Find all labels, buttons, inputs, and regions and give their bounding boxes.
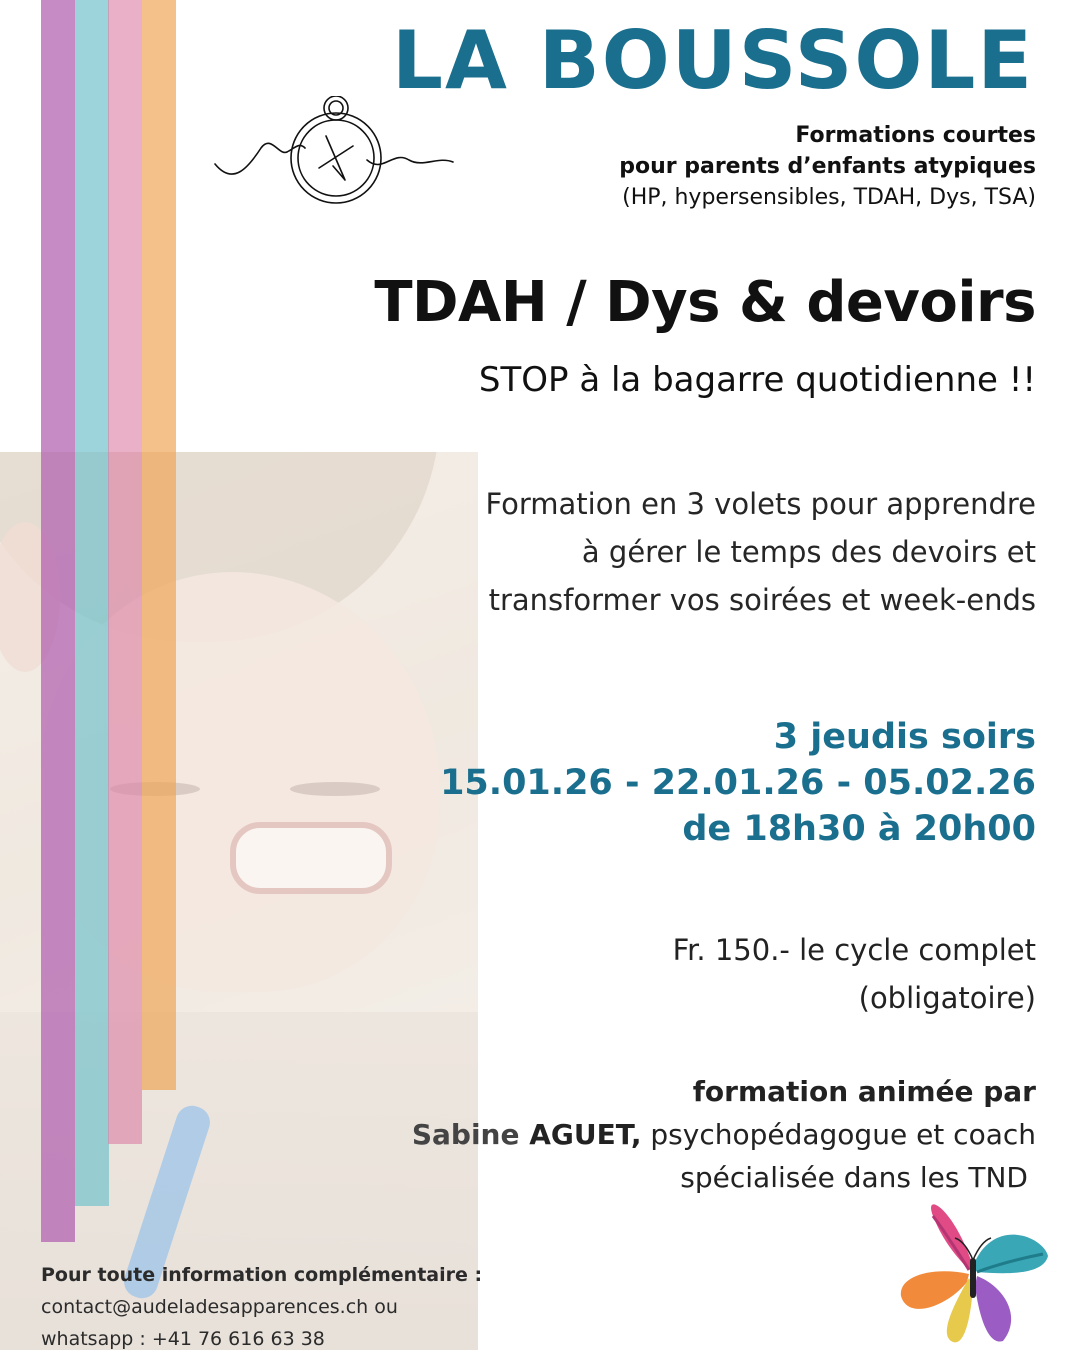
subtitle-line-3: (HP, hypersensibles, TDAH, Dys, TSA): [622, 185, 1036, 210]
stripe-pink: [108, 0, 142, 1144]
contact-lead: Pour toute information complémentaire :: [41, 1264, 483, 1286]
subtitle-line-1: Formations courtes: [795, 123, 1036, 148]
contact-info: [41, 1259, 482, 1355]
price-line-1: Fr. 150.- le cycle complet: [672, 933, 1036, 967]
headline: TDAH / Dys & devoirs: [374, 270, 1036, 335]
subtitle-line-2: pour parents d’enfants atypiques: [619, 154, 1036, 179]
compass-icon: [213, 96, 463, 216]
trainer-intro: formation animée par: [692, 1075, 1036, 1108]
stripe-teal: [75, 0, 109, 1206]
price: [673, 926, 1036, 1022]
trainer-specialty: spécialisée dans les TND: [680, 1161, 1028, 1194]
description-line-1: Formation en 3 volets pour apprendre: [485, 487, 1036, 521]
price-line-2: (obligatoire): [858, 981, 1036, 1015]
description: [485, 480, 1036, 624]
trainer-first-name: Sabine: [411, 1118, 530, 1151]
trainer-last-name: AGUET,: [529, 1118, 642, 1151]
schedule-time: de 18h30 à 20h00: [682, 809, 1036, 849]
butterfly-icon: [893, 1196, 1053, 1348]
stripe-purple: [41, 0, 75, 1242]
brand-title: LA BOUSSOLE: [392, 14, 1034, 107]
contact-whatsapp[interactable]: whatsapp : +41 76 616 63 38: [41, 1328, 325, 1350]
trainer-role: psychopédagogue et coach: [641, 1118, 1036, 1151]
schedule: [440, 714, 1036, 852]
description-line-3: transformer vos soirées et week-ends: [488, 583, 1036, 617]
trainer-name-line: [412, 1113, 1036, 1156]
contact-email[interactable]: contact@audeladesapparences.ch ou: [41, 1296, 398, 1318]
schedule-dates: 15.01.26 - 22.01.26 - 05.02.26: [440, 763, 1036, 803]
stripe-orange: [142, 0, 176, 1090]
tagline: STOP à la bagarre quotidienne !!: [478, 360, 1036, 400]
trainer: [412, 1070, 1036, 1199]
description-line-2: à gérer le temps des devoirs et: [581, 535, 1036, 569]
schedule-line-1: 3 jeudis soirs: [773, 717, 1036, 757]
subtitle: [619, 120, 1036, 213]
